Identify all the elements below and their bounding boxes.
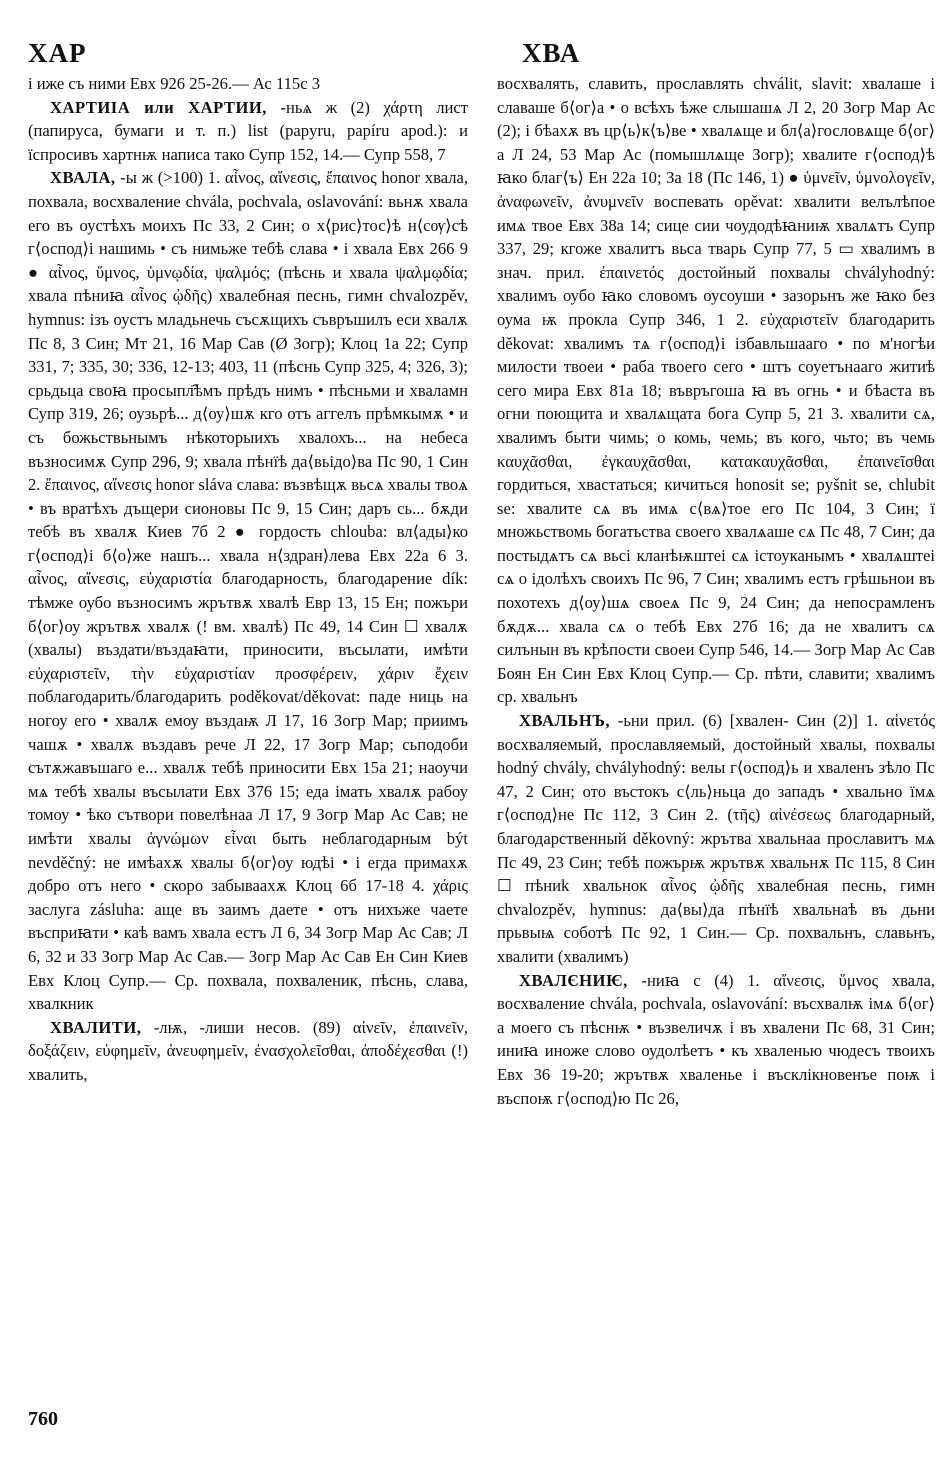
entry-text: -ы ж (>100) 1. αἶνος, αἴνεσις, ἔπαινος honor хвала, похвала, восхваление chvála, pochvala, oslavování: вьнѫ хвала его въ оустѣхъ моихъ Пс 33, 2 Син; о х⟨рис⟩тос⟩ѣ н⟨сѹ⟩сѣ г⟨оспод⟩і нашимь • съ нимьже тебѣ слава • і хвала Евх 266 9 ● αἶνος, ὕμνος, ὑμνῳδία, ψαλμός; (пѣснь и хвала ψαλμῳδία; хвала пѣниꙗ αἶνος ᾠδῆς) хвалебная песнь, гимн chvalozpěv, hymnus: ізъ оустъ младьнечь съсѫщихъ съвръшилъ еси хвалѫ Пс 8, 3 Син; Мт 21, 16 Мар Сав (Ø Зогр); Клоц 1а 22; Супр 331, 7; 335, 30; 336, 12-13; 403, 11 (пѣснь Супр 325, 4; 326, 3); срьдьца своꙗ просыпл҄ѣмъ прѣдъ нимъ • пѣсньми и хваламн Супр 319, 26; оузьрѣ... д⟨оу⟩шѫ кго отъ аггелъ прѣмкымѫ • и съ божьствьнымъ нѣкоторыихъ хвалохъ... на небеса възносимѫ Супр 296, 9; хвала пѣнїѣ да⟨вьідо⟩ва Пс 90, 1 Син 2. ἔπαινος, αἴνεσις honor sláva слава: възвѣщѫ вьсѧ хвалы твоѧ • въ вратѣхъ дъщери сионовы Пс 9, 15 Син; даръ сь... бѫди тебѣ въ хвалѫ Киев 7б 2 ● гордость chlouba: вл⟨ады⟩ко г⟨оспод⟩і б⟨о⟩же нашъ... хвала н⟨здран⟩лева Евх 22а 6 3. αἶνος, αἴνεσις, εὐχαριστία благодарность, благодарение dík: тѣмже оубо възносимъ жрътвѫ хвалѣ Евр 13, 15 Ен; пожъри б⟨ог⟩оу жрътвѫ хвалѫ (! вм. хвалѣ) Пс 49, 14 Син ☐ хвалѫ (хвалы) въздати/въздаꙗти, приносити, въсылати, имѣти εὐχαριστεῖν, τὴν εὐχαριστίαν προσφέρειν, χάριν ἔχειν поблагодарить/благодарить poděkovat/děkovat: паде ниць на ногоу его • хвалѫ емоу въздаѭ Л 17, 16 Зогр Мар; приимъ чашѫ • хвалѫ въздавъ рече Л 22, 17 Зогр Мар; сьподоби сътѫжавъшаго е... хвалѫ тебѣ приносити Евх 15а 21; наоучи мѧ тебѣ хвалы въсылати Евх 376 15; еда імать хвалѫ рабоу томоу • ѣко сътвори повелѣнаа Л 17, 9 Зогр Мар Ас Сав; не имѣти хвалы ἀγνώμων εἶναι быть неблагодарным být nevděčný: не имѣахѫ хвалы б⟨ог⟩оу юдѣі • і егда примахѫ добро отъ него • скоро забываахѫ Клоц 6б 17-18 4. χάρις заслуга zásluha: аще въ заимъ даете • отъ нихъже чаете въсприꙗти • каѣ вамъ хвала естъ Л 6, 34 Зогр Мар Ас Сав; Л 6, 32 и 33 Зогр Мар Ас Сав.— Зогр Мар Ас Сав Ен Син Киев Евх Клоц Супр.— Ср. похвала, похваленик, пѣснь, слава, хвалкник: [28, 168, 468, 1014]
entry-text: -ньѧ ж (2) χάρτη лист (папируса, бумаги и т. п.) list (papyru, papíru apod.): и їспросивъ хартнѭ написа тако Супр 152, 14.— Супр 558, 7: [28, 97, 468, 164]
right-column: [497, 72, 935, 1110]
headword: ХВАЛИТИ,: [50, 1017, 142, 1037]
entry-hvala: [28, 166, 468, 1015]
page-number: 760: [28, 1408, 58, 1430]
running-head-left: ХАР: [28, 38, 87, 68]
entry-hvalenie: [497, 969, 935, 1111]
running-head-right: ХВА: [522, 38, 581, 68]
headword: ХВАЛЬНЪ,: [519, 711, 611, 731]
headword: ХВАЛА,: [50, 168, 116, 188]
entry-hvaliti: [28, 1016, 468, 1087]
entry-text: -лѭ, -лиши несов. (89) αἰνεῖν, ἐπαινεῖν, δοξάζειν, εὐφημεῖν, ἀνευφημεῖν, ἐνασχολεῖσθαι, ἀποδέχεσθαι (!) хвалить,: [28, 1017, 468, 1084]
entry-hvalny: [497, 709, 935, 969]
entry-continuation: [497, 72, 935, 709]
entry-text: -ьни прил. (6) [хвален- Син (2)] 1. αἰνετός восхваляемый, прославляемый, достойный хвалы, похвалы hodný chvály, chvályhodný: велы г⟨оспод⟩ь и хваленъ зѣло Пс 47, 2 Син; ото въстокъ с⟨ль⟩ньца до западъ • хвально їмѧ г⟨оспод⟩не Пс 112, 3 Син 2. (τῆς) αἰνέσεως благодарный, благодарственный děkovný: жрътва хвальнаа прославитъ мѧ Пс 49, 23 Син; тебѣ пожърѭ жрътвѫ хвальнѫ Пс 115, 8 Син ☐ пѣниk хвальнок αἶνος ᾠδῆς хвалебная песнь, гимн chvalozpěv, hymnus: да⟨вы⟩да пѣнїѣ хвальнаѣ въ дьни прьвыѩ соботѣ Пс 92, 1 Син.— Ср. похвальнъ, славьнъ, хвалити (хвалимъ): [497, 711, 935, 966]
entry-text: восхвалять, славить, прославлять chválit, slavit: хвалаше і славаше б⟨ог⟩а • о всѣхъ ѣже слышашѧ Л 2, 20 Зогр Мар Ас (2); і бѣахѫ въ цр⟨ь⟩к⟨ъ⟩ве • хвалѧще и бл⟨а⟩гословѧще б⟨ог⟩а Л 24, 53 Мар Ас (помышлѧще Зогр); хвалите г⟨оспод⟩ѣ ꙗко благ⟨ъ⟩ Ен 22а 10; За 18 (Пс 146, 1) ● ὑμνεῖν, ὑμνολογεῖν, ἀναφωνεῖν, ἀνυμνεῖν воспевать opěvat: хвалити велълѣпое имѧ твое Евх 38а 14; сице сии чоудодѣꙗниѭ хвалѧтъ Супр 337, 29; кгоже хвалитъ вьса тварь Супр 77, 5 ▭ хвалимъ в знач. прил. ἐπαινετός достойный похвалы chvályhodný: хвалимъ оубо ꙗко словомъ оусоуши • зазорьнъ же ꙗко без оума ѭ прокла Супр 346, 1 2. εὐχαριστεῖν благодарить děkovat: хвалимъ тѧ г⟨оспод⟩і ізбавльшааго • по м'ногѣи милости твоеи • раба твоего сего • штъ соуетънааго житиѣ сего мира Евх 81а 18; въвръгоша ꙗ въ огнь • и бѣаста въ огни поющита и хвалѧщата бога Супр 5, 21 3. хвалити сѧ, хвалимъ быти чимь; о комь, чемь; въ кого, чьто; въ чемь καυχᾶσθαι, ἐγκαυχᾶσθαι, κατακαυχᾶσθαι, ἐπαινεῖσθαι гордиться, хвастаться; кичиться honosit se; pyšnit se, chlubit se: хвалите сѧ въ имѧ с⟨вѧ⟩тое его Пс 104, 3 Син; ї множьствомь богатьства своего хвалѧаше сѧ Пс 48, 7 Син; да постыдѧтъ сѧ вьсі кланѣѭштеі сѧ істоуканымъ • хвалѧштеі сѧ о ідолѣхъ своихъ Пс 96, 7 Син; хвалимъ естъ грѣшьнои въ похотехъ д⟨оу⟩шѧ своеѧ Пс 9, 24 Син; да непосрамленъ бѫдѫ... хвала сѧ о тебѣ Евх 27б 16; да не хвалитъ сѧ силънын въ крѣпости своеи Супр 546, 14.— Зогр Мар Ас Сав Боян Ен Син Евх Клоц Супр.— Ср. пѣти, славити; хвалимъ ср. хвальнъ: [497, 74, 935, 707]
entry-text: і иже съ ними Евх 926 25-26.— Ас 115с 3: [28, 74, 321, 93]
headword: ХАРТИІА или ХАРТИИ,: [50, 97, 267, 117]
entry-continuation: [28, 72, 468, 96]
entry-text: -ниꙗ с (4) 1. αἴνεσις, ὕμνος хвала, восхваление chvála, pochvala, oslavování: въсхвалѭ імѧ б⟨ог⟩а моего съ пѣснѭ • възвеличѫ і въ хвалени Пс 68, 31 Син; иниꙗ иноже слово оудолѣетъ • къ хваленью чюдесъ твоихъ Евх 36 19-20; жрътвѫ хваленье і въсклікновенъе поѭ і въспоѭ г⟨оспод⟩ю Пс 26,: [497, 970, 935, 1108]
headword: ХВАЛЄНИѤ,: [519, 970, 628, 990]
entry-hartiia: [28, 96, 468, 167]
left-column: [28, 72, 468, 1087]
